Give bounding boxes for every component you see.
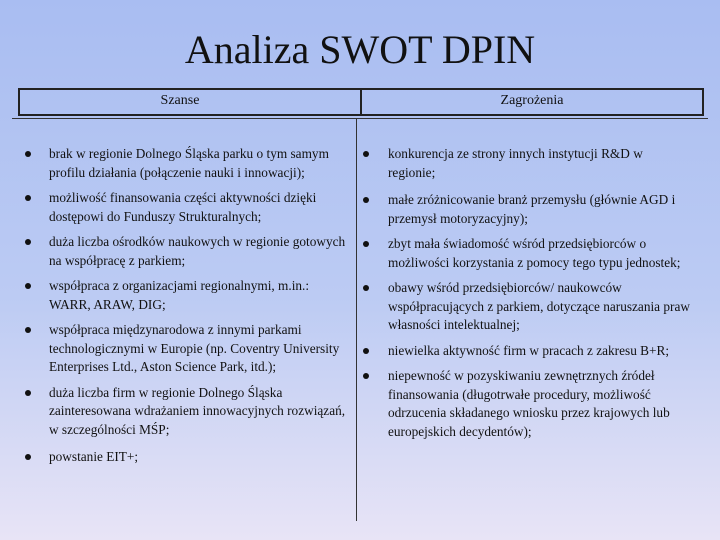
opportunity-text: brak w regionie Dolnego Śląska parku o tym samym profilu działania (połączenie nauki i innowacji); — [49, 146, 329, 180]
bullet-icon — [25, 327, 31, 333]
list-item — [12, 448, 356, 467]
threats-column — [357, 119, 708, 521]
bullet-icon — [25, 283, 31, 289]
bullet-icon — [25, 195, 31, 201]
bullet-icon — [363, 373, 369, 379]
slide-title: Analiza SWOT DPIN — [184, 27, 536, 72]
opportunity-text: duża liczba ośrodków naukowych w regionie gotowych na współpracę z parkiem; — [49, 234, 346, 268]
list-item — [357, 235, 708, 272]
list-item — [12, 384, 356, 440]
bullet-icon — [363, 285, 369, 291]
bullet-icon — [363, 197, 369, 203]
list-item — [357, 145, 708, 182]
list-item — [357, 191, 708, 228]
opportunity-text: duża liczba firm w regionie Dolnego Śląska zainteresowana wdrażaniem innowacyjnych rozwiązań, w szczególności MŚP; — [49, 384, 346, 437]
threats-header-cell — [362, 90, 702, 114]
swot-body — [12, 118, 708, 521]
list-item — [12, 321, 356, 377]
bullet-icon — [363, 151, 369, 157]
opportunities-column — [12, 119, 357, 521]
threats-header: Zagrożenia — [500, 93, 564, 108]
opportunity-text: współpraca międzynarodowa z innymi parkami technologicznymi w Europie (np. Coventry University Enterprises Ltd., Aston Science Park, itd.); — [49, 322, 340, 374]
bullet-icon — [363, 241, 369, 247]
threat-text: konkurencja ze strony innych instytucji R&D w regionie; — [388, 146, 643, 180]
bullet-icon — [25, 454, 31, 460]
opportunity-text: możliwość finansowania części aktywności dzięki dostępowi do Funduszy Strukturalnych; — [49, 190, 317, 224]
opportunity-text: powstanie EIT+; — [49, 449, 139, 464]
opportunities-header: Szanse — [160, 93, 200, 108]
threat-text: niewielka aktywność firm w pracach z zakresu B+R; — [388, 342, 670, 358]
bullet-icon — [25, 390, 31, 396]
threats-list — [357, 145, 708, 441]
list-item — [357, 342, 708, 361]
list-item — [12, 189, 356, 226]
bullet-icon — [25, 151, 31, 157]
list-item — [12, 233, 356, 270]
opportunities-list — [12, 145, 356, 467]
threat-text: obawy wśród przedsiębiorców/ naukowców współpracujących z parkiem, dotyczące naruszania praw własności intelektualnej; — [388, 280, 690, 332]
threat-text: małe zróżnicowanie branż przemysłu (głównie AGD i przemysł motoryzacyjny); — [388, 192, 676, 226]
list-item — [357, 367, 708, 441]
list-item — [12, 277, 356, 314]
threat-text: zbyt mała świadomość wśród przedsiębiorców o możliwości korzystania z pomocy tego typu jednostek; — [388, 236, 681, 270]
bullet-icon — [25, 239, 31, 245]
list-item — [12, 145, 356, 182]
opportunity-text: współpraca z organizacjami regionalnymi, m.in.: WARR, ARAW, DIG; — [49, 278, 310, 312]
bullet-icon — [363, 348, 369, 354]
threat-text: niepewność w pozyskiwaniu zewnętrznych źródeł finansowania (długotrwałe procedury, możliwość odrzucenia składanego wniosku przez krajowych lub europejskich decydentów); — [388, 368, 670, 439]
opportunities-header-cell — [20, 90, 362, 114]
swot-header-row — [18, 88, 704, 116]
list-item — [357, 279, 708, 335]
